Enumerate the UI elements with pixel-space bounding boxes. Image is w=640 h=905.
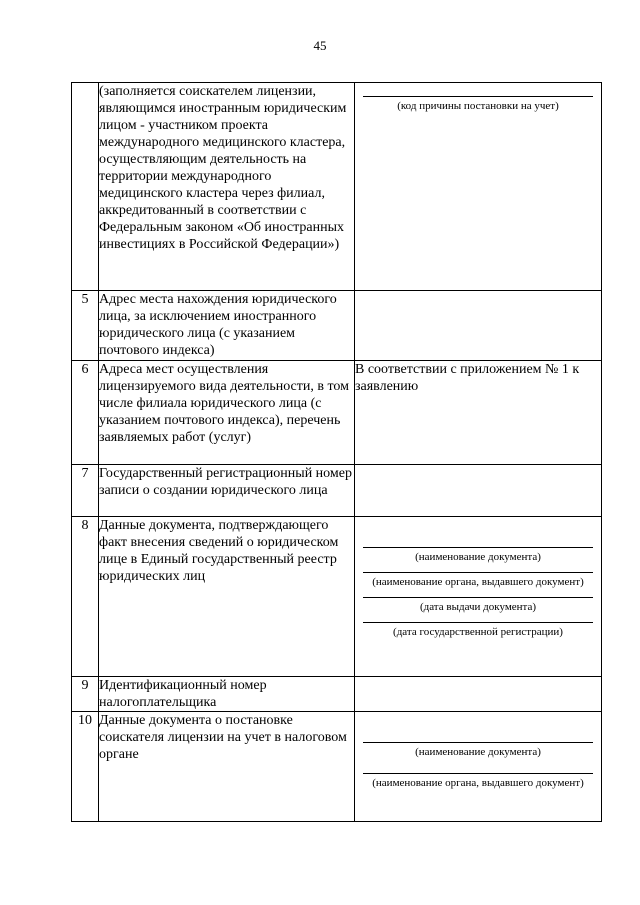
field-caption: (дата выдачи документа)	[419, 601, 537, 613]
row-description: Идентификационный номер налогоплательщика	[99, 677, 355, 712]
field-caption: (код причины постановки на учет)	[397, 100, 559, 112]
row-description: Адреса мест осуществления лицензируемого вида деятельности, в том числе филиала юридического лица (с указанием почтового индекса), перечень заявляемых работ (услуг)	[99, 361, 355, 465]
table-row	[72, 83, 602, 291]
row-number: 7	[72, 465, 99, 517]
row-value-cell[interactable]	[355, 465, 602, 517]
row-value-cell	[355, 712, 602, 822]
row-description: Адрес места нахождения юридического лица, за исключением иностранного юридического лица (с указанием почтового индекса)	[99, 291, 355, 361]
row-value-cell[interactable]	[355, 677, 602, 712]
table-row	[72, 361, 602, 465]
field-caption: (наименование документа)	[415, 551, 541, 563]
row-description: Данные документа, подтверждающего факт внесения сведений о юридическом лице в Единый государственный реестр юридических лиц	[99, 517, 355, 677]
page-number: 45	[313, 38, 327, 53]
fill-in-field[interactable]	[355, 773, 601, 790]
field-caption: (наименование органа, выдавшего документ)	[372, 576, 584, 588]
row-number: 8	[72, 517, 99, 677]
row-number: 10	[72, 712, 99, 822]
row-value-cell	[355, 517, 602, 677]
row-number: 5	[72, 291, 99, 361]
row-number	[72, 83, 99, 291]
row-description: Данные документа о постановке соискателя лицензии на учет в налоговом органе	[99, 712, 355, 822]
table-row	[72, 291, 602, 361]
row-description: (заполняется соискателем лицензии, являющимся иностранным юридическим лицом - участником проекта международного медицинского кластера, осуществляющим деятельность на территории международного медицинского кластера через филиал, аккредитованный в соответствии с Федеральным законом «Об иностранных инвестициях в Российской Федерации»)	[99, 83, 355, 291]
row-number: 6	[72, 361, 99, 465]
table-row	[72, 677, 602, 712]
field-caption: (наименование органа, выдавшего документ)	[372, 777, 584, 789]
fill-in-field[interactable]	[355, 622, 601, 639]
row-value-cell[interactable]	[355, 291, 602, 361]
row-value-cell: В соответствии с приложением № 1 к заявлению	[355, 361, 602, 465]
table-row	[72, 712, 602, 822]
field-caption: (дата государственной регистрации)	[393, 626, 563, 638]
row-number: 9	[72, 677, 99, 712]
fill-in-field[interactable]	[355, 597, 601, 614]
table-row	[72, 517, 602, 677]
row-value-cell	[355, 83, 602, 291]
row-description: Государственный регистрационный номер записи о создании юридического лица	[99, 465, 355, 517]
table-row	[72, 465, 602, 517]
fill-in-field[interactable]	[355, 742, 601, 759]
fill-in-field[interactable]	[355, 572, 601, 589]
fill-in-field[interactable]	[355, 96, 601, 113]
application-form-table	[71, 82, 602, 822]
field-caption: (наименование документа)	[415, 746, 541, 758]
fill-in-field[interactable]	[355, 547, 601, 564]
